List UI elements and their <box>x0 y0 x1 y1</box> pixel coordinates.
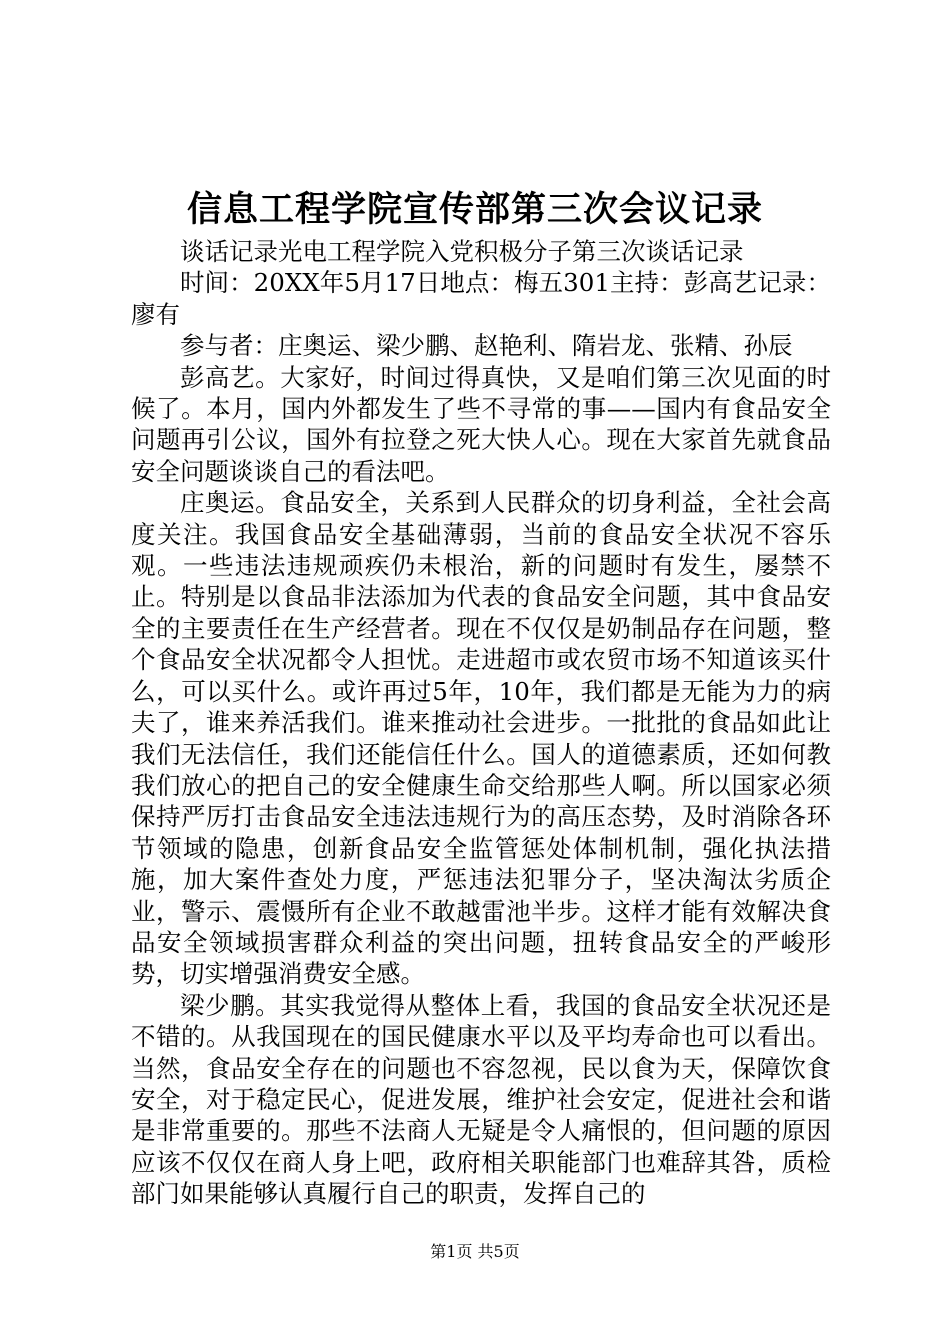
paragraph-subtitle: 谈话记录光电工程学院入党积极分子第三次谈话记录 <box>180 237 744 266</box>
paragraph-speech: 庄奥运。食品安全，关系到人民群众的切身利益，全社会高度关注。我国食品安全基础薄弱，当前的食品安全状况不容乐观。一些违法违规顽疾仍未根治，新的问题时有发生，屡禁不止。特别是以食品非法添加为代表的食品安全问题，其中食品安全的主要责任在生产经营者。现在不仅仅是奶制品存在问题，整个食品安全状况都令人担忧。走进超市或农贸市场不知道该买什么，可以买什么。或许再过5年，10年，我们都是无能为力的病夫了，谁来养活我们。谁来推动社会进步。一批批的食品如此让我们无法信任，我们还能信任什么。国人的道德素质，还如何教我们放心的把自己的安全健康生命交给那些人啊。所以国家必须保持严厉打击食品安全违法违规行为的高压态势，及时消除各环节领域的隐患，创新食品安全监管惩处体制机制，强化执法措施，加大案件查处力度，严惩违法犯罪分子，坚决淘汰劣质企业，警示、震慑所有企业不敢越雷池半步。这样才能有效解决食品安全领域损害群众利益的突出问题，扭转食品安全的严峻形势，切实增强消费安全感。 <box>131 488 831 989</box>
paragraph-speech: 彭高艺。大家好，时间过得真快，又是咱们第三次见面的时候了。本月，国内外都发生了些不寻常的事——国内有食品安全问题再引公议，国外有拉登之死大快人心。现在大家首先就食品安全问题谈谈自己的看法吧。 <box>131 362 831 486</box>
paragraph-participants: 参与者：庄奥运、梁少鹏、赵艳利、隋岩龙、张精、孙辰 <box>180 331 793 361</box>
paragraph-speech: 梁少鹏。其实我觉得从整体上看，我国的食品安全状况还是不错的。从我国现在的国民健康水平以及平均寿命也可以看出。当然，食品安全存在的问题也不容忽视，民以食为天，保障饮食安全，对于稳定民心，促进发展，维护社会安定，促进社会和谐是非常重要的。那些不法商人无疑是令人痛恨的，但问题的原因应该不仅仅在商人身上吧，政府相关职能部门也难辞其咎，质检部门如果能够认真履行自己的职责，发挥自己的 <box>131 990 831 1209</box>
paragraph-meeting-info: 时间：20XX年5月17日地点：梅五301主持：彭高艺记录：廖有 <box>131 268 831 329</box>
document-body <box>131 236 831 1210</box>
document-title: 信息工程学院宣传部第三次会议记录 <box>186 189 763 230</box>
page-number-footer: 第1页 共5页 <box>430 1242 520 1261</box>
